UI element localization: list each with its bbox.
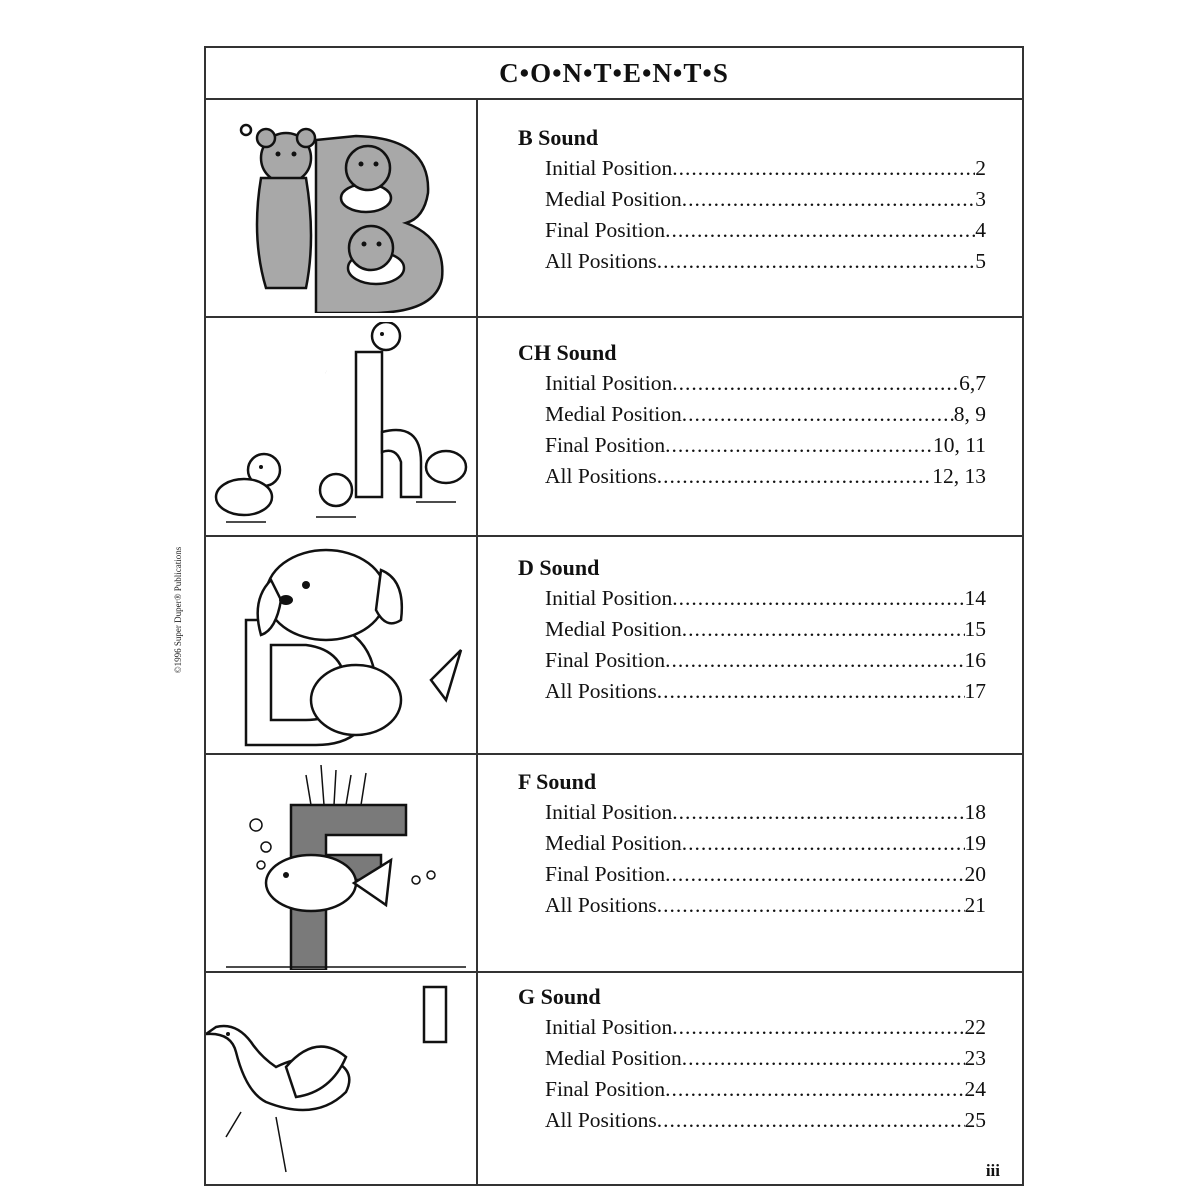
entry-label: Initial Position bbox=[545, 800, 673, 824]
entry-pages: 15 bbox=[964, 617, 986, 641]
toc-entry[interactable] bbox=[545, 645, 986, 676]
dot-leader bbox=[657, 461, 933, 492]
dot-leader bbox=[672, 153, 975, 184]
page-number: iii bbox=[985, 1161, 1000, 1180]
entry-pages: 8, 9 bbox=[953, 402, 986, 426]
page-title: C•O•N•T•E•N•T•S bbox=[499, 57, 729, 88]
entry-pages: 14 bbox=[964, 586, 986, 610]
toc-entry[interactable] bbox=[545, 1043, 986, 1074]
toc-entry[interactable] bbox=[545, 215, 986, 246]
entry-pages: 24 bbox=[964, 1077, 986, 1101]
entry-label: Initial Position bbox=[545, 371, 673, 395]
entry-pages: 12, 13 bbox=[932, 464, 986, 488]
toc-entry[interactable] bbox=[545, 153, 986, 184]
entry-pages: 4 bbox=[975, 218, 986, 242]
section-heading: D Sound bbox=[518, 555, 600, 580]
toc-entry[interactable] bbox=[545, 1012, 986, 1043]
entry-label: Initial Position bbox=[545, 156, 673, 180]
section-heading: F Sound bbox=[518, 769, 597, 794]
letters-ch-chicks-illustration bbox=[206, 322, 476, 532]
entry-label: Final Position bbox=[545, 648, 666, 672]
dot-leader bbox=[682, 184, 975, 215]
toc-entry[interactable] bbox=[545, 399, 986, 430]
row-divider bbox=[206, 316, 1022, 318]
letter-d-dog-illustration bbox=[206, 540, 476, 750]
row-divider bbox=[206, 753, 1022, 755]
dot-leader bbox=[672, 797, 964, 828]
section-g-sound bbox=[518, 981, 986, 1136]
letter-b-bears-illustration bbox=[206, 118, 476, 313]
toc-entry[interactable] bbox=[545, 368, 986, 399]
entry-label: Initial Position bbox=[545, 1015, 673, 1039]
dot-leader bbox=[665, 430, 933, 461]
entry-label: Medial Position bbox=[545, 831, 682, 855]
entry-label: Final Position bbox=[545, 1077, 666, 1101]
dot-leader bbox=[672, 368, 959, 399]
dot-leader bbox=[665, 645, 964, 676]
entry-label: Medial Position bbox=[545, 1046, 682, 1070]
entry-pages: 2 bbox=[975, 156, 986, 180]
entry-label: Final Position bbox=[545, 862, 666, 886]
row-divider bbox=[206, 535, 1022, 537]
entry-label: Final Position bbox=[545, 218, 666, 242]
entry-pages: 22 bbox=[964, 1015, 986, 1039]
dot-leader bbox=[657, 676, 965, 707]
toc-entry[interactable] bbox=[545, 1105, 986, 1136]
entry-label: Medial Position bbox=[545, 187, 682, 211]
illustration-column bbox=[206, 100, 478, 1184]
entry-pages: 17 bbox=[964, 679, 986, 703]
letter-g-goose-illustration bbox=[206, 972, 476, 1177]
entry-label: Medial Position bbox=[545, 617, 682, 641]
entry-pages: 25 bbox=[964, 1108, 986, 1132]
dot-leader bbox=[672, 583, 964, 614]
copyright-notice: ©1996 Super Duper® Publications bbox=[173, 546, 183, 674]
entry-pages: 6,7 bbox=[959, 371, 986, 395]
entry-label: Initial Position bbox=[545, 586, 673, 610]
entry-pages: 19 bbox=[964, 831, 986, 855]
toc-entry[interactable] bbox=[545, 430, 986, 461]
toc-entry[interactable] bbox=[545, 1074, 986, 1105]
dot-leader bbox=[682, 1043, 965, 1074]
letter-f-fish-illustration bbox=[206, 755, 476, 970]
dot-leader bbox=[657, 890, 965, 921]
entry-pages: 21 bbox=[964, 893, 986, 917]
dot-leader bbox=[665, 215, 975, 246]
entry-pages: 3 bbox=[975, 187, 986, 211]
dot-leader bbox=[665, 859, 964, 890]
entry-pages: 5 bbox=[975, 249, 986, 273]
toc-entry[interactable] bbox=[545, 676, 986, 707]
entry-label: All Positions bbox=[545, 679, 657, 703]
contents-page bbox=[204, 46, 1024, 1186]
section-f-sound bbox=[518, 766, 986, 921]
dot-leader bbox=[682, 614, 965, 645]
dot-leader bbox=[682, 399, 954, 430]
toc-entry[interactable] bbox=[545, 797, 986, 828]
entry-label: All Positions bbox=[545, 249, 657, 273]
entry-pages: 16 bbox=[964, 648, 986, 672]
entry-pages: 20 bbox=[964, 862, 986, 886]
entry-pages: 23 bbox=[964, 1046, 986, 1070]
row-divider bbox=[206, 971, 1022, 973]
toc-entry[interactable] bbox=[545, 184, 986, 215]
toc-entry[interactable] bbox=[545, 461, 986, 492]
entry-pages: 10, 11 bbox=[933, 433, 986, 457]
toc-entry[interactable] bbox=[545, 828, 986, 859]
entry-label: Final Position bbox=[545, 433, 666, 457]
section-heading: G Sound bbox=[518, 984, 601, 1009]
entry-label: All Positions bbox=[545, 464, 657, 488]
section-ch-sound bbox=[518, 337, 986, 492]
section-heading: B Sound bbox=[518, 125, 599, 150]
dot-leader bbox=[682, 828, 965, 859]
dot-leader bbox=[672, 1012, 964, 1043]
entry-pages: 18 bbox=[964, 800, 986, 824]
toc-entry[interactable] bbox=[545, 583, 986, 614]
toc-entry[interactable] bbox=[545, 890, 986, 921]
entry-label: All Positions bbox=[545, 1108, 657, 1132]
section-d-sound bbox=[518, 552, 986, 707]
dot-leader bbox=[657, 1105, 965, 1136]
dot-leader bbox=[665, 1074, 964, 1105]
section-heading: CH Sound bbox=[518, 340, 617, 365]
section-b-sound bbox=[518, 122, 986, 277]
dot-leader bbox=[657, 246, 976, 277]
title-bar bbox=[206, 48, 1022, 100]
toc-entry[interactable] bbox=[545, 246, 986, 277]
toc-entry[interactable] bbox=[545, 614, 986, 645]
entry-label: All Positions bbox=[545, 893, 657, 917]
toc-entry[interactable] bbox=[545, 859, 986, 890]
entry-label: Medial Position bbox=[545, 402, 682, 426]
